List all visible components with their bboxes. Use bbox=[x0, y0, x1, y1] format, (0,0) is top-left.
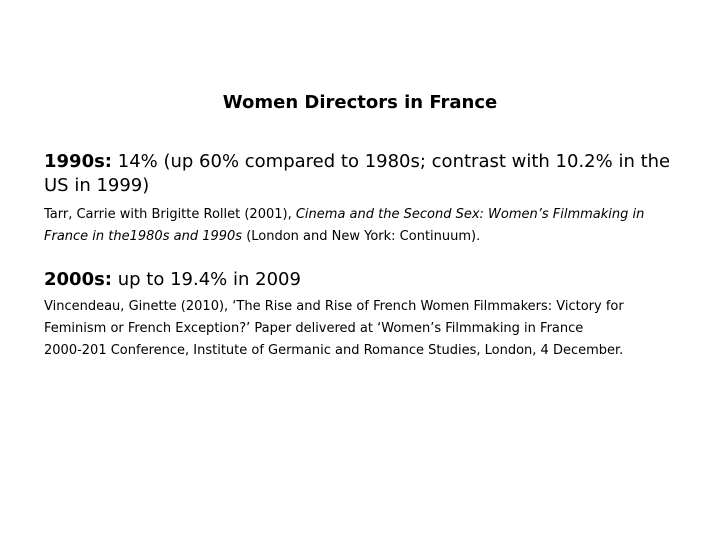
text-2000s: up to 19.4% in 2009 bbox=[112, 269, 301, 290]
headline-2000s bbox=[44, 268, 684, 292]
slide-title: Women Directors in France bbox=[222, 92, 498, 113]
reference-1990s-authors: Tarr, Carrie with Brigitte Rollet (2001), bbox=[44, 207, 296, 222]
reference-1990s-publisher: (London and New York: Continuum). bbox=[242, 229, 481, 244]
reference-1990s-title: Cinema and the Second Sex: Women’s Filmmaking in France in the1980s and 1990s bbox=[44, 207, 645, 244]
reference-2000s-line1: Vincendeau, Ginette (2010), ‘The Rise and Rise of French Women Filmmakers: Victory for Feminism or French Exception?’ Paper delivered at ‘Women’s Filmmaking in France bbox=[44, 299, 624, 336]
label-1990s: 1990s: bbox=[44, 151, 113, 172]
text-1990s: 14% (up 60% compared to 1980s; contrast with 10.2% in the US in 1999) bbox=[44, 151, 671, 196]
reference-2000s-line2: 2000-201 Conference, Institute of Germanic and Romance Studies, London, 4 December. bbox=[44, 343, 624, 358]
reference-1990s bbox=[44, 204, 684, 248]
headline-1990s bbox=[44, 150, 684, 198]
reference-2000s bbox=[44, 296, 684, 362]
label-2000s: 2000s: bbox=[44, 269, 113, 290]
